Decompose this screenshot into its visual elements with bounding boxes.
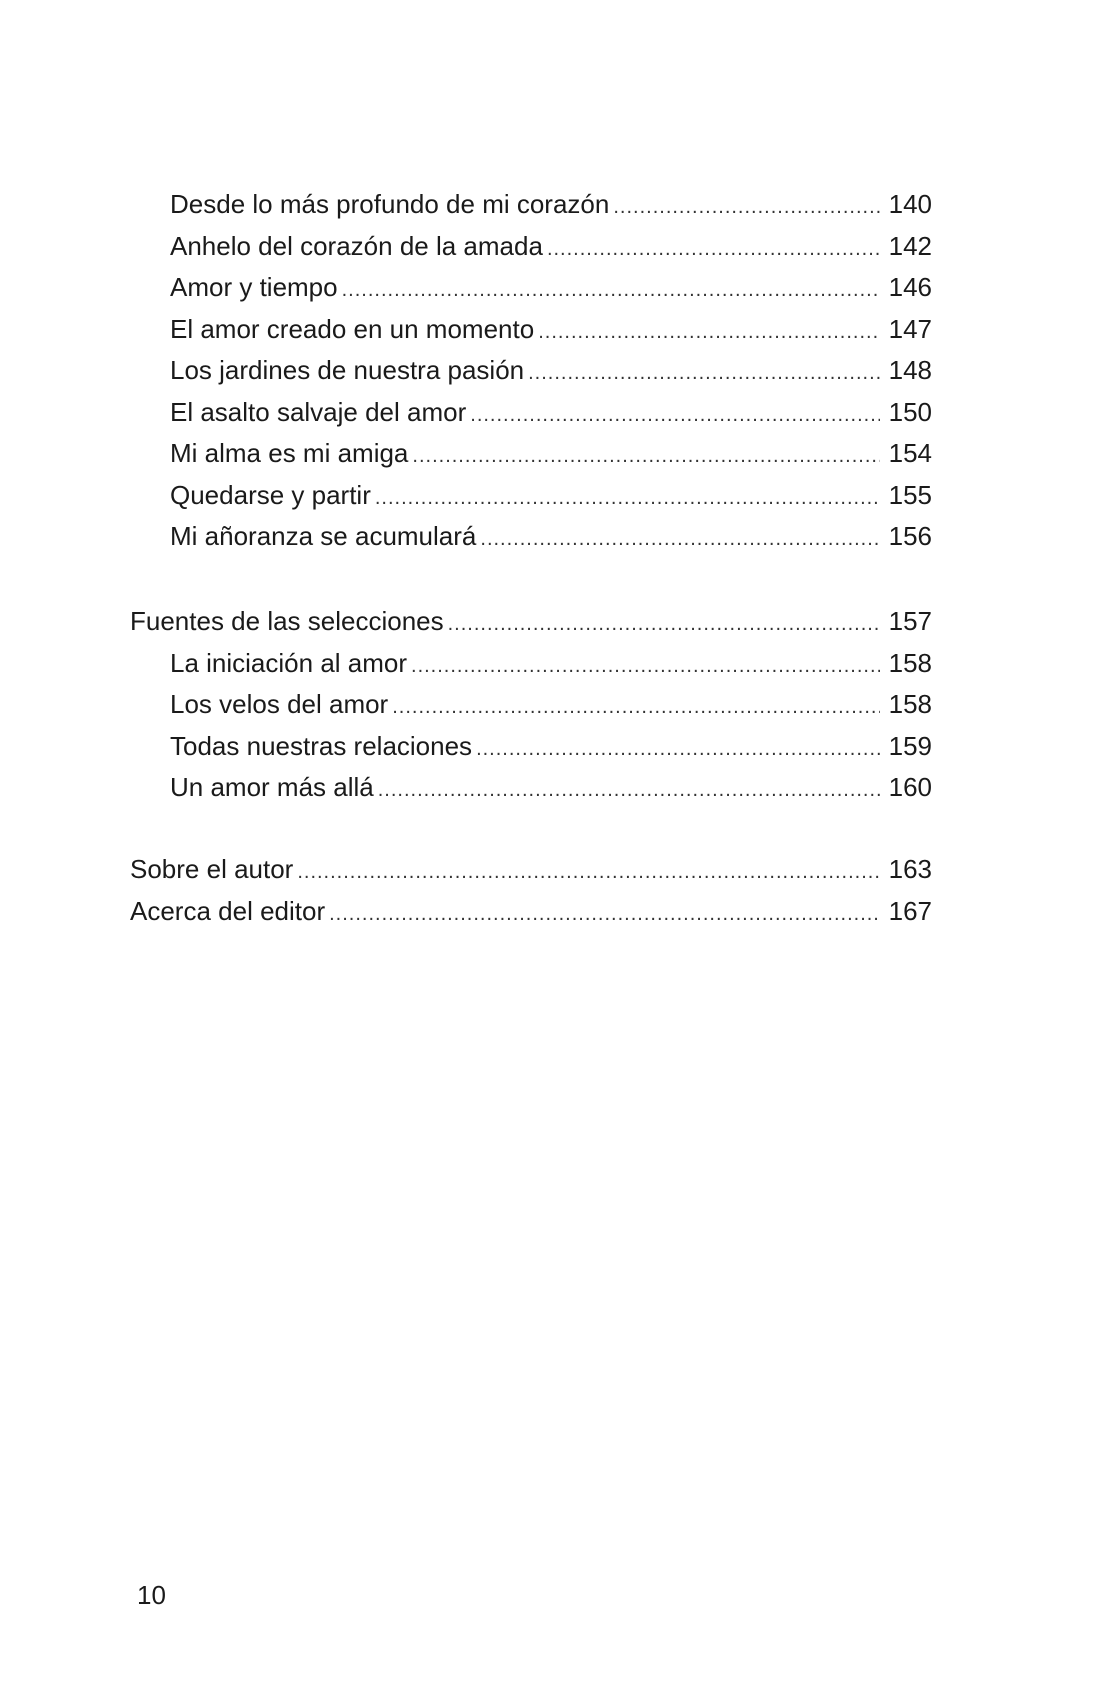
toc-entry-title: Quedarse y partir (170, 479, 371, 510)
toc-entry-page: 154 (888, 438, 932, 468)
toc-entry (130, 226, 932, 268)
toc-entry-page: 167 (888, 895, 932, 926)
toc-entry-page: 157 (888, 606, 932, 636)
dot-leader (480, 519, 880, 561)
dot-leader (613, 187, 880, 229)
toc-section-sources (130, 601, 932, 809)
toc-entry-title: Fuentes de las selecciones (130, 606, 444, 636)
toc-entry (130, 309, 932, 351)
toc-entry-page: 142 (888, 230, 932, 261)
toc-entry (130, 849, 932, 891)
toc-entry (130, 184, 932, 226)
dot-leader (412, 436, 880, 478)
toc-entry-title: Anhelo del corazón de la amada (170, 230, 543, 261)
toc-entry-title: El amor creado en un momento (170, 313, 535, 344)
toc-entry (130, 267, 932, 309)
dot-leader (297, 852, 880, 894)
toc-entry-page: 147 (888, 313, 932, 344)
page-number: 10 (137, 1580, 166, 1610)
toc-entry (130, 516, 932, 558)
toc-entry-title: Los jardines de nuestra pasión (170, 355, 525, 385)
dot-leader (392, 687, 880, 729)
toc-entry (130, 601, 932, 643)
dot-leader (342, 270, 880, 312)
toc-entry (130, 684, 932, 726)
toc-entry-title: Desde lo más profundo de mi corazón (170, 189, 610, 219)
toc-entry-page: 158 (888, 689, 932, 719)
toc-entry-title: La iniciación al amor (170, 647, 408, 678)
toc-entry (130, 891, 932, 933)
toc-entry (130, 350, 932, 392)
toc-entry-title: Amor y tiempo (170, 272, 338, 302)
toc-entry-page: 146 (888, 272, 932, 302)
toc-entry-title: Acerca del editor (130, 895, 326, 926)
dot-leader (448, 604, 880, 646)
toc-entry (130, 475, 932, 517)
toc-section-poems (130, 184, 932, 558)
dot-leader (538, 312, 880, 354)
toc-entry-page: 150 (888, 396, 932, 427)
toc-entry-page: 140 (888, 189, 932, 219)
toc-entry (130, 726, 932, 768)
toc-entry-page: 159 (888, 730, 932, 761)
toc-entry-page: 156 (888, 521, 932, 551)
toc-entry-title: El asalto salvaje del amor (170, 396, 467, 427)
dot-leader (411, 646, 880, 688)
dot-leader (528, 353, 880, 395)
toc-entry-page: 158 (888, 647, 932, 678)
toc-entry-title: Los velos del amor (170, 689, 389, 719)
toc-entry-page: 163 (888, 854, 932, 884)
toc-entry-title: Un amor más allá (170, 772, 374, 802)
toc-entry (130, 433, 932, 475)
toc-entry-title: Sobre el autor (130, 854, 294, 884)
toc-entry (130, 392, 932, 434)
dot-leader (378, 770, 880, 812)
toc-entry (130, 767, 932, 809)
toc-entry-title: Mi alma es mi amiga (170, 438, 409, 468)
dot-leader (547, 229, 880, 271)
dot-leader (476, 729, 880, 771)
toc-entry-page: 155 (888, 479, 932, 510)
toc-entry-title: Mi añoranza se acumulará (170, 521, 477, 551)
toc-entry-page: 160 (888, 772, 932, 802)
dot-leader (470, 395, 880, 437)
dot-leader (375, 478, 880, 520)
toc-entry (130, 643, 932, 685)
toc-section-back-matter (130, 849, 932, 932)
toc-entry-page: 148 (888, 355, 932, 385)
dot-leader (329, 894, 880, 936)
toc-entry-title: Todas nuestras relaciones (170, 730, 473, 761)
